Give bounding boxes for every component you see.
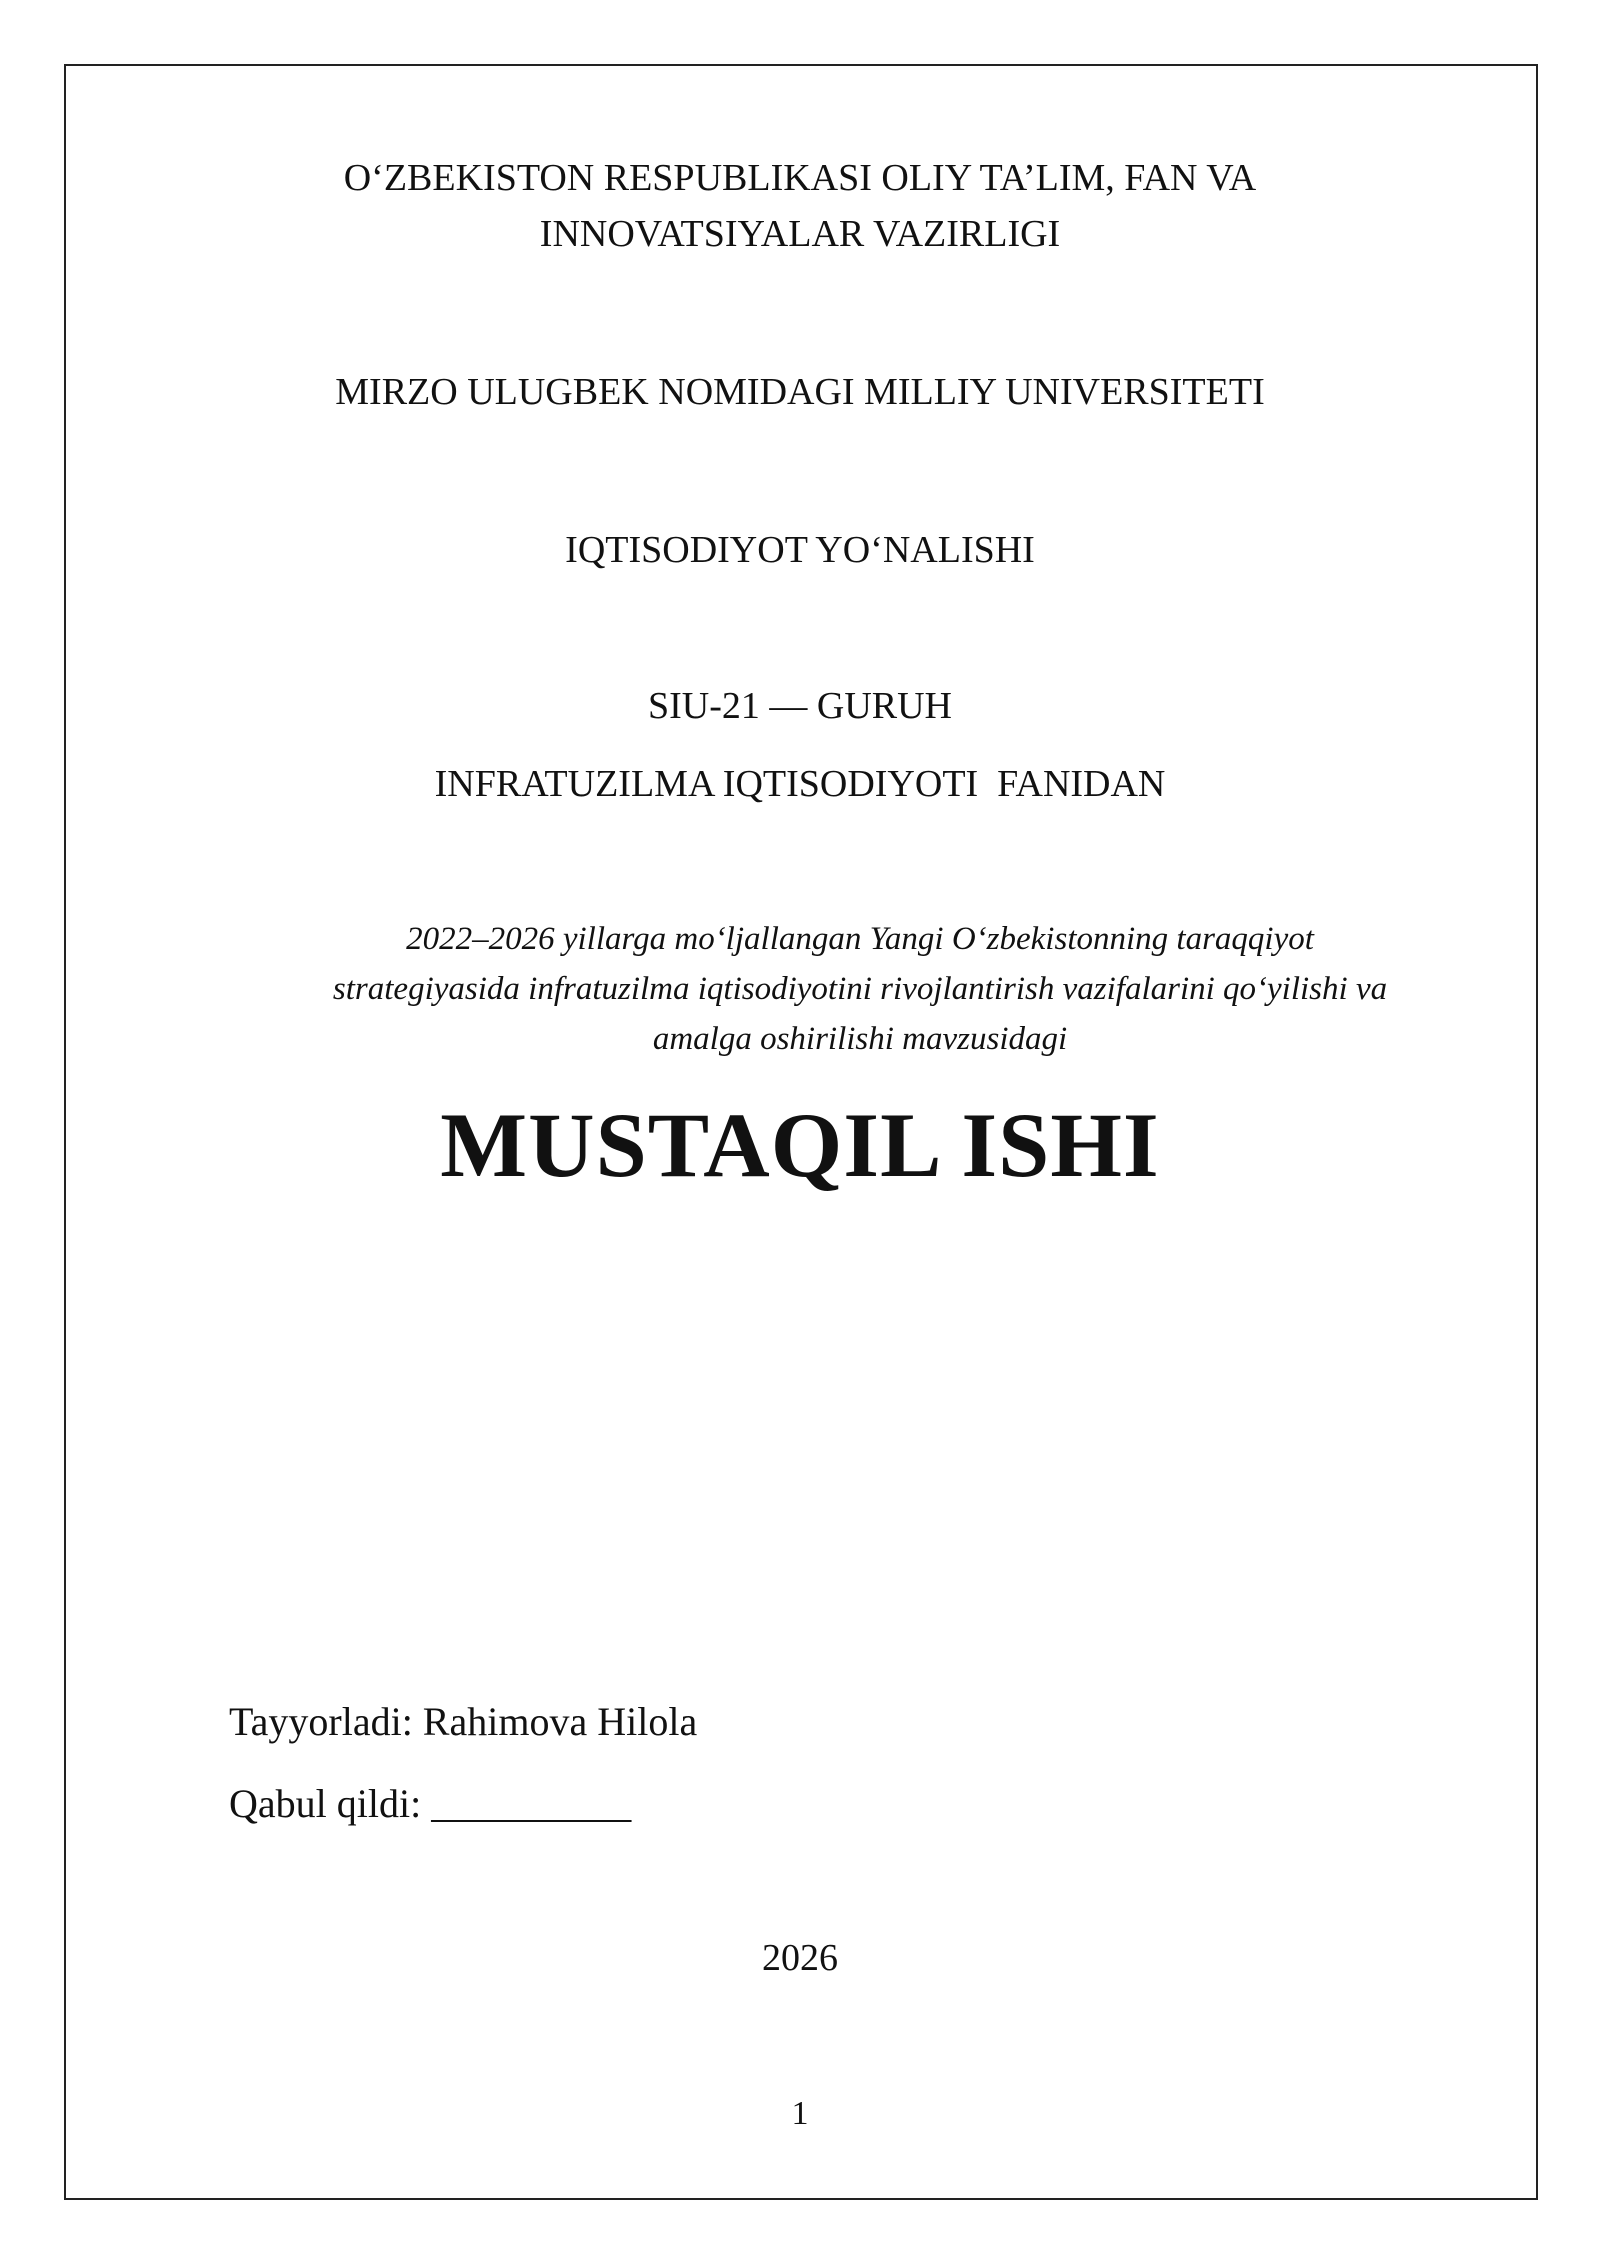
- topic-line-2: strategiyasida infratuzilma iqtisodiyotini rivojlantirish vazifalarini qo‘yilishi va: [332, 971, 1388, 1007]
- topic-line-3: amalga oshirilishi mavzusidagi: [652, 1021, 1068, 1057]
- work-title: MUSTAQIL ISHI: [440, 1094, 1160, 1196]
- ministry-line-1: O‘ZBEKISTON RESPUBLIKASI OLIY TA’LIM, FAN VA: [343, 157, 1257, 199]
- prepared-by: Tayyorladi: Rahimova Hilola: [229, 1699, 698, 1744]
- ministry-heading: [0, 150, 1600, 262]
- subject-name: INFRATUZILMA IQTISODIYOTI FANIDAN: [434, 763, 1166, 805]
- topic-line-1: 2022–2026 yillarga mo‘ljallangan Yangi O‘zbekistonning taraqqiyot: [406, 921, 1314, 957]
- year: 2026: [762, 1937, 838, 1979]
- direction-name: IQTISODIYOT YO‘NALISHI: [565, 529, 1035, 571]
- ministry-line-2: INNOVATSIYALAR VAZIRLIGI: [539, 213, 1061, 255]
- group-name: SIU-21 — GURUH: [648, 685, 952, 727]
- topic-description: [240, 914, 1480, 1064]
- university-name: MIRZO ULUGBEK NOMIDAGI MILLIY UNIVERSITETI: [335, 371, 1265, 413]
- accepted-by: Qabul qildi: __________: [229, 1781, 632, 1826]
- page-number: 1: [791, 2095, 809, 2132]
